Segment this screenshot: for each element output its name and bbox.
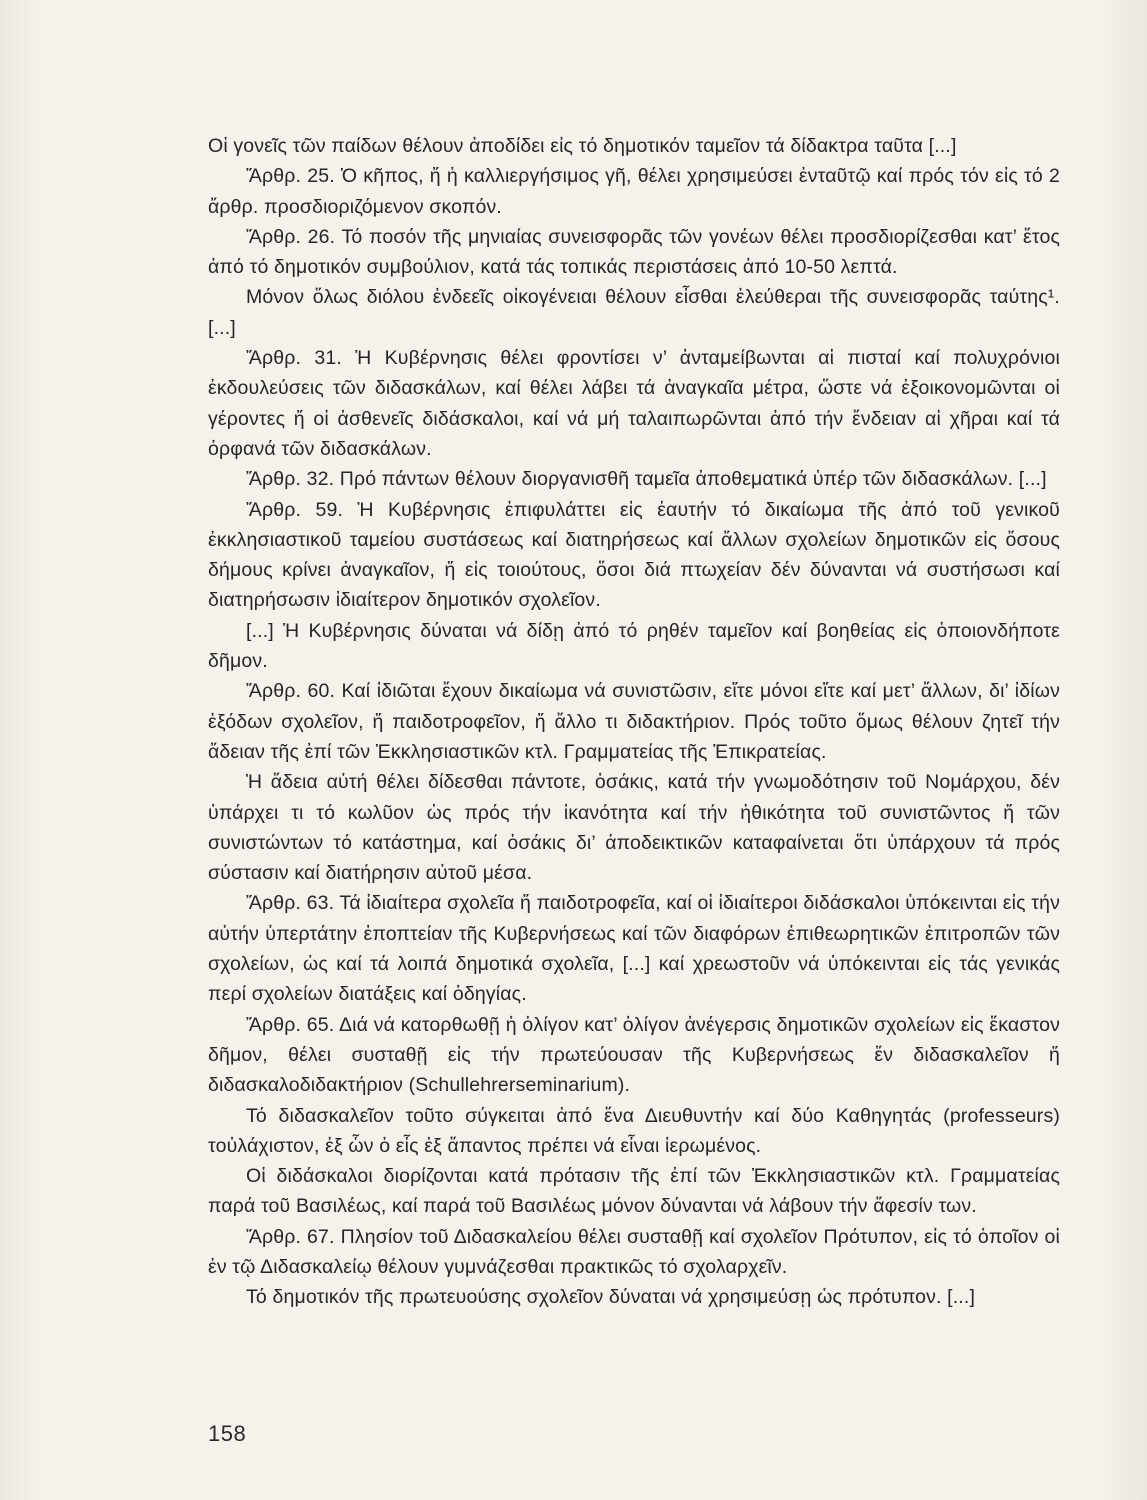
paragraph-article-25: Ἄρθρ. 25. Ὁ κῆπος, ἤ ἡ καλλιεργήσιμος γῆ, θέλει χρησιμεύσει ἐνταῦτῷ καί πρός τόν εἰς τό 2 ἄρθρ. προσδιοριζόμενον σκοπόν. [208,165,1060,218]
paragraph: Οἱ γονεῖς τῶν παίδων θέλουν ἀποδίδει εἰς τό δημοτικόν ταμεῖον τά δίδακτρα ταῦτα [...] [208,135,957,157]
paragraph-article-63: Ἄρθρ. 63. Τά ἰδιαίτερα σχολεῖα ἤ παιδοτροφεῖα, καί οἱ ἰδιαίτεροι διδάσκαλοι ὑπόκεινται εἰς τήν αὐτήν ὑπερτάτην ἐποπτείαν τῆς Κυβερνήσεως καί τῶν διαφόρων ἐπιθεωρητικῶν ἐπιτροπῶν τῶν σχολείων, ὡς καί τά λοιπά δημοτικά σχολεῖα, [...] καί χρεωστοῦν νά ὑπόκεινται εἰς τάς γενικάς περί σχολείων διατάξεις καί ὁδηγίας. [208,892,1060,1006]
body-text [208,131,1060,1313]
paragraph-article-32: Ἄρθρ. 32. Πρό πάντων θέλουν διοργανισθῆ ταμεῖα ἀποθεματικά ὑπέρ τῶν διδασκάλων. [...] [246,468,1047,491]
paragraph-article-59: Ἄρθρ. 59. Ἡ Κυβέρνησις ἐπιφυλάττει εἰς ἑαυτήν τό δικαίωμα τῆς ἀπό τοῦ γενικοῦ ἐκκλησιαστικοῦ ταμείου συστάσεως καί διατηρήσεως καί ἄλλων σχολείων δημοτικῶν εἰς ὅσους δήμους κρίνει ἀναγκαῖον, ἤ εἰς τοιούτους, ὅσοι διά πτωχείαν δέν δύνανται νά συστήσωσι καί διατηρήσωσιν ἰδιαίτερον δημοτικόν σχολεῖον. [208,498,1060,612]
page-number: 158 [208,1421,247,1446]
paragraph-article-65: Ἄρθρ. 65. Διά νά κατορθωθῇ ἡ ὀλίγον κατ’ ὀλίγον ἀνέγερσις δημοτικῶν σχολείων εἰς ἕκαστον δῆμον, θέλει συσταθῇ εἰς τήν πρωτεύουσαν τῆς Κυβερνήσεως ἕν διδασκαλεῖον ἤ διδασκαλοδιδακτήριον (Schullehrerseminarium). [208,1013,1060,1097]
paragraph: Μόνον ὅλως διόλου ἐνδεεῖς οἰκογένειαι θέλουν εἶσθαι ἐλεύθεραι τῆς συνεισφορᾶς ταύτης¹. [...] [208,286,1060,339]
paragraph: [...] Ἡ Κυβέρνησις δύναται νά δίδῃ ἀπό τό ρηθέν ταμεῖον καί βοηθείας εἰς ὁποιονδήποτε δῆμον. [208,619,1060,673]
paragraph: Τό διδασκαλεῖον τοῦτο σύγκειται ἀπό ἕνα Διευθυντήν καί δύο Καθηγητάς (professeurs) τοὐλάχιστον, ἐξ ὧν ὁ εἷς ἐξ ἅπαντος πρέπει νά εἶναι ἱερωμένος. [208,1104,1060,1157]
paragraph: Οἱ διδάσκαλοι διορίζονται κατά πρότασιν τῆς ἐπί τῶν Ἐκκλησιαστικῶν κτλ. Γραμματείας παρά τοῦ Βασιλέως, καί παρά τοῦ Βασιλέως μόνον δύνανται νά λάβουν τήν ἄφεσίν των. [208,1165,1060,1218]
paragraph: Τό δημοτικόν τῆς πρωτευούσης σχολεῖον δύναται νά χρησιμεύσῃ ὡς πρότυπον. [...] [246,1286,976,1309]
paragraph: Ἡ ἄδεια αὐτή θέλει δίδεσθαι πάντοτε, ὁσάκις, κατά τήν γνωμοδότησιν τοῦ Νομάρχου, δέν ὑπάρχει τι τό κωλῦον ὡς πρός τήν ἱκανότητα καί τήν ἠθικότητα τοῦ συνιστῶντος ἤ τῶν συνιστώντων τό κατάστημα, καί ὁσάκις δι’ ἀποδεικτικῶν καταφαίνεται ὅτι ὑπάρχουν τά πρός σύστασιν καί διατήρησιν αὐτοῦ μέσα. [208,771,1060,885]
paragraph-article-26: Ἄρθρ. 26. Τό ποσόν τῆς μηνιαίας συνεισφορᾶς τῶν γονέων θέλει προσδιορίζεσθαι κατ’ ἔτος ἀπό τό δημοτικόν συμβούλιον, κατά τάς τοπικάς περιστάσεις ἀπό 10-50 λεπτά. [208,225,1060,279]
paragraph-article-67: Ἄρθρ. 67. Πλησίον τοῦ Διδασκαλείου θέλει συσταθῇ καί σχολεῖον Πρότυπον, εἰς τό ὁποῖον οἱ ἐν τῷ Διδασκαλείῳ θέλουν γυμνάζεσθαι πρακτικῶς τό σχολαρχεῖν. [208,1225,1060,1278]
paragraph-article-31: Ἄρθρ. 31. Ἡ Κυβέρνησις θέλει φροντίσει ν’ ἀνταμείβωνται αἱ πισταί καί πολυχρόνιοι ἐκδουλεύσεις τῶν διδασκάλων, καί θέλει λάβει τά ἀναγκαῖα μέτρα, ὥστε νά ἐξοικονομῶνται οἱ γέροντες ἤ οἱ ἀσθενεῖς διδάσκαλοι, καί νά μή ταλαιπωρῶνται ἀπό τήν ἔνδειαν αἱ χῆραι καί τά ὀρφανά τῶν διδασκάλων. [208,347,1060,460]
paragraph-article-60: Ἄρθρ. 60. Καί ἰδιῶται ἔχουν δικαίωμα νά συνιστῶσιν, εἴτε μόνοι εἴτε καί μετ’ ἄλλων, δι’ ἰδίων ἐξόδων σχολεῖον, ἤ παιδοτροφεῖον, ἤ ἄλλο τι διδακτήριον. Πρός τοῦτο ὅμως θέλουν ζητεῖ τήν ἄδειαν τῆς ἐπί τῶν Ἐκκλησιαστικῶν κτλ. Γραμματείας τῆς Ἐπικρατείας. [208,680,1060,763]
